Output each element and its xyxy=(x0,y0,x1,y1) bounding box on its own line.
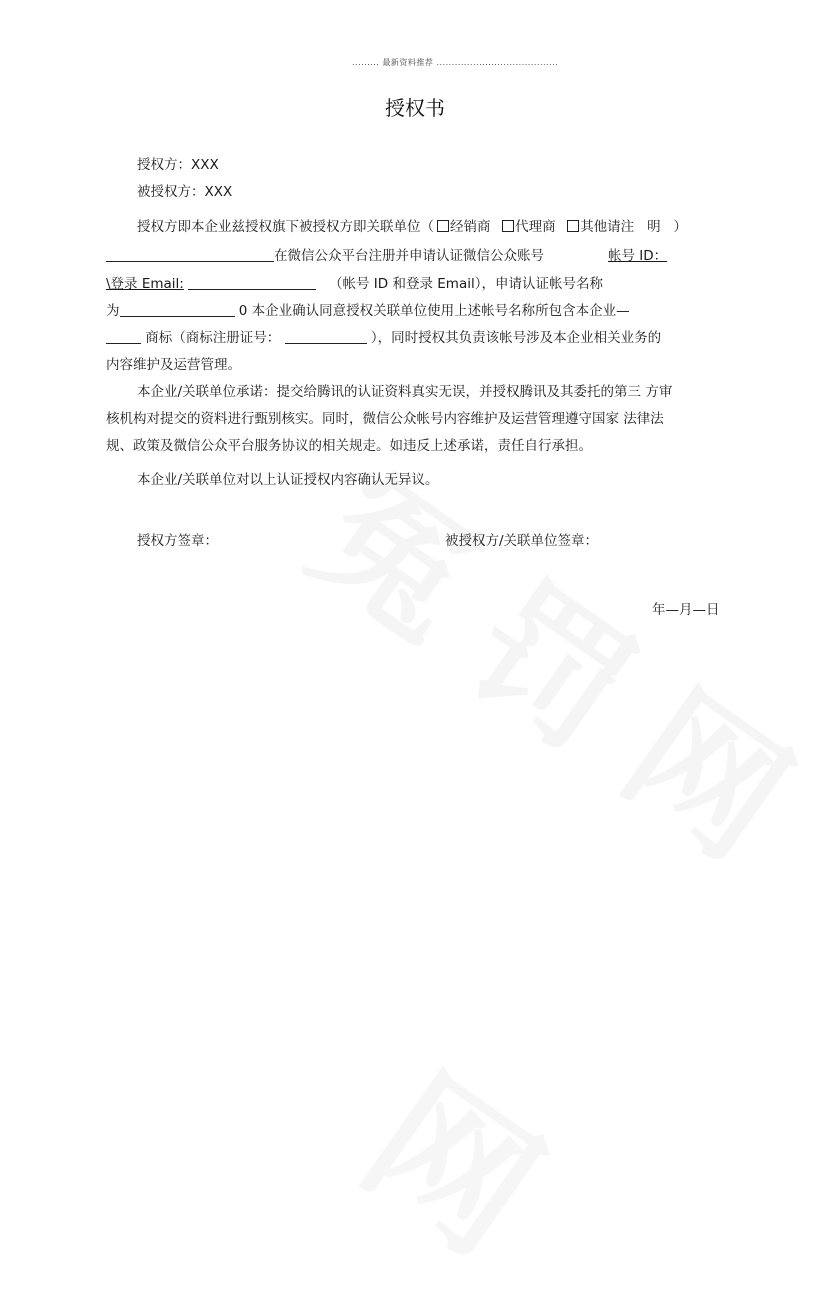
para1-line3 xyxy=(106,274,603,294)
option-other: 其他请注 xyxy=(580,219,635,235)
para1-line2 xyxy=(106,246,667,266)
date-line: 年—月—日 xyxy=(652,602,720,618)
grantee-signature-label: 被授权方/关联单位签章： xyxy=(445,533,599,549)
watermark xyxy=(280,416,830,920)
page-header xyxy=(352,57,558,68)
option-dealer: 经销商 xyxy=(450,219,491,235)
para1-line4 xyxy=(106,301,630,321)
login-email-label: \登录 Email: xyxy=(106,276,184,292)
blank-account-name[interactable] xyxy=(120,302,235,317)
para1-text5b: ），同时授权其负责该帐号涉及本企业相关业务的 xyxy=(370,330,662,346)
header-dots-right: ........................................ xyxy=(436,58,559,67)
paren-close: ） xyxy=(673,219,687,235)
document-title: 授权书 xyxy=(385,96,445,120)
para1-text2: 在微信公众平台注册并申请认证微信公众账号 xyxy=(274,248,544,264)
grantor-line: 授权方：XXX xyxy=(137,157,219,173)
account-id-label: 帐号 ID： xyxy=(608,248,668,264)
para1-line5 xyxy=(106,328,661,348)
blank-email[interactable] xyxy=(188,275,316,290)
header-dots-left: ......... xyxy=(352,58,380,67)
blank-unit-name[interactable] xyxy=(106,247,274,262)
grantor-signature-label: 授权方签章： xyxy=(137,533,218,549)
header-text: 最新资料推荐 xyxy=(382,58,434,67)
watermark-bottom xyxy=(329,1015,592,1295)
para1-text5: 商标（商标注册证号： xyxy=(145,330,281,346)
option-other-suffix: 明 xyxy=(647,219,661,235)
grantee-line: 被授权方：XXX xyxy=(137,184,233,200)
para1-text3: （帐号 ID 和登录 Email），申请认证帐号名称 xyxy=(329,276,603,292)
para2-line3: 规、政策及微信公众平台服务协议的相关规走。如违反上述承诺，责任自行承担。 xyxy=(106,438,592,454)
para1-line1 xyxy=(137,217,687,237)
para2-line2: 核机构对提交的资料进行甄别核实。同时，微信公众帐号内容维护及运营管理遵守国家 法律法 xyxy=(106,411,664,427)
para2-line1: 本企业/关联单位承诺：提交给腾讯的认证资料真实无误，并授权腾讯及其委托的第三 方审 xyxy=(137,384,673,400)
checkbox-agent[interactable] xyxy=(502,220,514,232)
checkbox-dealer[interactable] xyxy=(437,220,449,232)
checkbox-other[interactable] xyxy=(567,220,579,232)
blank-trademark-no[interactable] xyxy=(285,329,367,344)
para3-line: 本企业/关联单位对以上认证授权内容确认无异议。 xyxy=(137,472,439,488)
para1-pre4: 为 xyxy=(106,303,120,319)
para1-line6: 内容维护及运营管理。 xyxy=(106,357,241,373)
para1-text: 授权方即本企业兹授权旗下被授权方即关联单位（ xyxy=(137,219,434,235)
blank-brand[interactable] xyxy=(106,329,141,344)
option-agent: 代理商 xyxy=(515,219,556,235)
para1-text4: 0 本企业确认同意授权关联单位使用上述帐号名称所包含本企业— xyxy=(238,303,630,319)
